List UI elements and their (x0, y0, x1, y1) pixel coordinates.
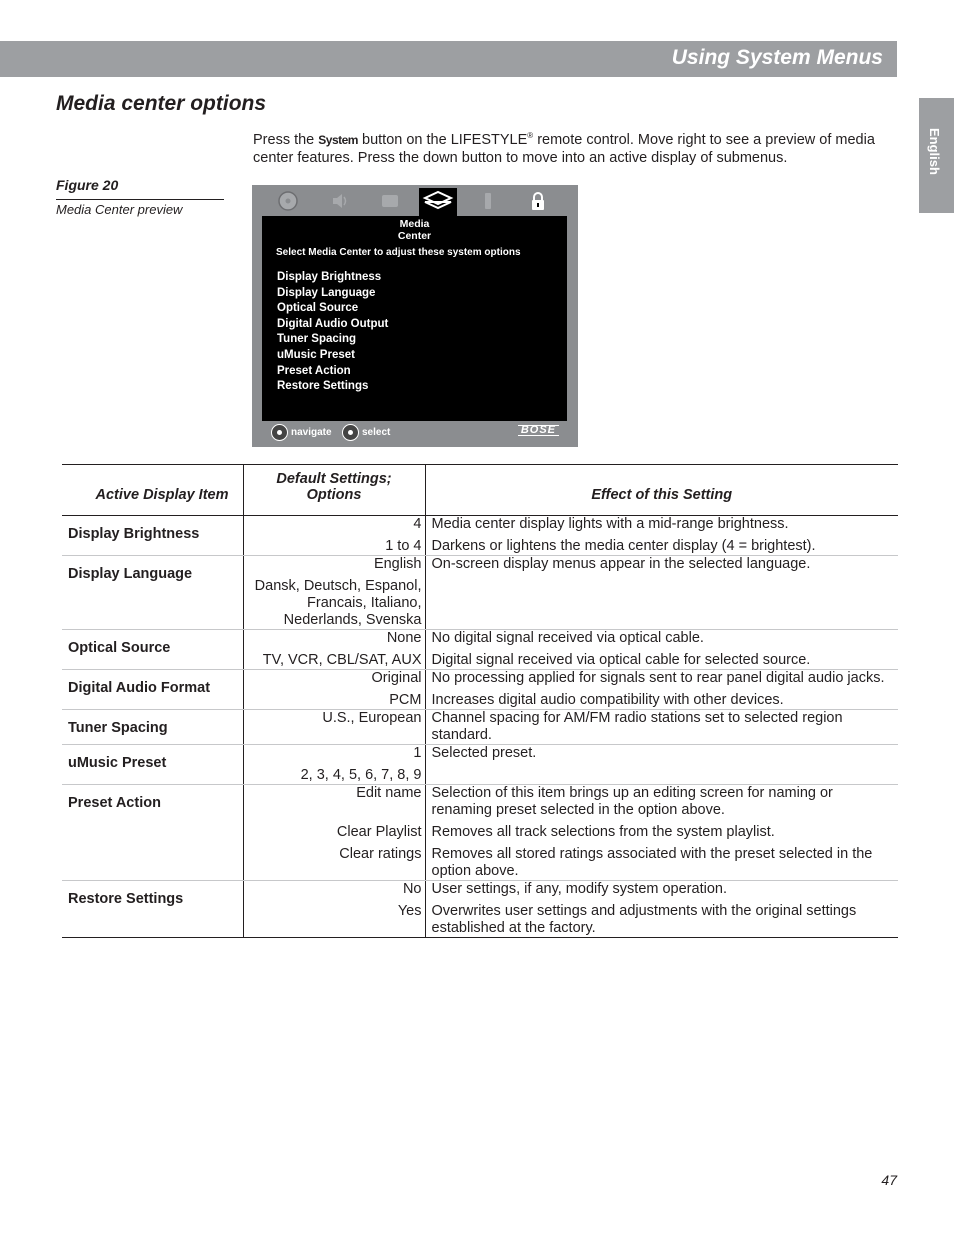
row-item-name: Optical Source (62, 630, 243, 670)
language-tab-label: English (927, 128, 942, 175)
media-center-icon (419, 188, 457, 216)
effect-text: Darkens or lightens the media center display (4 = brightest). (431, 538, 816, 554)
intro-text-3: remote control. Move right to see a preview of media center features. Press the down button to move into an active display of submenus. (253, 131, 875, 166)
effect-text: Selection of this item brings up an editing screen for naming or renaming preset selected in the option above. (431, 785, 833, 818)
speaker-icon (329, 190, 351, 212)
table-header-row (62, 465, 898, 516)
screen-footer (262, 421, 567, 442)
screen-option[interactable]: Optical Source (277, 302, 359, 315)
remote-icon (477, 190, 499, 212)
screen-option[interactable]: uMusic Preset (277, 348, 355, 361)
row-item-name: Tuner Spacing (62, 710, 243, 745)
row-options-cell (243, 556, 425, 630)
option-value: Clear Playlist (336, 824, 422, 840)
menu-icon-bar (252, 185, 578, 216)
section-title: Media center options (56, 92, 267, 115)
effect-text: Removes all track selections from the system playlist. (431, 824, 775, 840)
table-row (62, 556, 898, 630)
row-item-name: Restore Settings (62, 881, 243, 938)
table-row (62, 516, 898, 556)
effect-text: Media center display lights with a mid-range brightness. (431, 516, 789, 532)
intro-text-2: button on the LIFESTYLE (357, 131, 528, 148)
header-title: Using System Menus (671, 46, 883, 69)
figure-rule (56, 199, 224, 200)
header-default-settings: Default Settings; Options (243, 465, 425, 516)
effect-text (426, 767, 899, 784)
row-options-cell (243, 785, 425, 881)
effect-text: No digital signal received via optical cable. (431, 630, 704, 646)
row-effects-cell (425, 630, 898, 670)
effect-text: Overwrites user settings and adjustments with the original settings established at the factory. (431, 903, 857, 936)
option-value: Original (371, 670, 422, 686)
table-row (62, 710, 898, 745)
table-row (62, 785, 898, 881)
header-bar (0, 41, 897, 77)
option-value: Edit name (356, 785, 422, 801)
header-effect: Effect of this Setting (425, 465, 898, 516)
screen-option[interactable]: Digital Audio Output (277, 317, 389, 330)
row-options-cell (243, 516, 425, 556)
tv-icon (379, 190, 401, 212)
screen-heading-line1: Media (399, 218, 430, 230)
row-options-cell (243, 881, 425, 938)
effect-text: Increases digital audio compatibility with other devices. (431, 692, 784, 708)
header-active-display-item: Active Display Item (62, 465, 243, 516)
screen-option[interactable]: Restore Settings (277, 380, 369, 393)
effect-text: No processing applied for signals sent to rear panel digital audio jacks. (431, 670, 885, 686)
row-effects-cell (425, 710, 898, 745)
row-item-name: Digital Audio Format (62, 670, 243, 710)
page-number: 47 (881, 1172, 897, 1188)
row-item-name: Preset Action (62, 785, 243, 881)
option-value: None (386, 630, 422, 646)
effect-text: On-screen display menus appear in the selected language. (431, 556, 811, 572)
navigate-hint (271, 424, 332, 441)
row-item-name: Display Brightness (62, 516, 243, 556)
select-hint (342, 424, 390, 441)
effect-text: Digital signal received via optical cable for selected source. (431, 652, 811, 668)
select-pad-icon (342, 424, 359, 441)
table-body (62, 516, 898, 938)
disc-icon (277, 190, 299, 212)
table-row (62, 881, 898, 938)
navigate-label: navigate (291, 427, 332, 439)
screen-option[interactable]: Display Brightness (277, 271, 382, 283)
option-value: 2, 3, 4, 5, 6, 7, 8, 9 (300, 767, 422, 783)
option-value: Clear ratings (339, 846, 422, 862)
option-value: 1 (413, 745, 422, 761)
option-value: TV, VCR, CBL/SAT, AUX (262, 652, 422, 668)
table-row (62, 670, 898, 710)
row-effects-cell (425, 881, 898, 938)
option-value: 1 to 4 (385, 538, 422, 554)
option-value: PCM (389, 692, 422, 708)
option-value: Dansk, Deutsch, Espanol, Francais, Italiano, Nederlands, Svenska (254, 578, 422, 628)
screen-display (262, 216, 567, 421)
settings-table (62, 464, 898, 938)
row-effects-cell (425, 556, 898, 630)
row-effects-cell (425, 745, 898, 785)
media-center-screen (252, 185, 578, 447)
row-options-cell (243, 670, 425, 710)
row-effects-cell (425, 516, 898, 556)
option-value: No (402, 881, 422, 897)
lock-icon (527, 190, 549, 212)
effect-text (426, 578, 899, 629)
screen-prompt: Select Media Center to adjust these system options (276, 247, 521, 258)
effect-text: Removes all stored ratings associated with the preset selected in the option above. (431, 846, 873, 879)
effect-text: User settings, if any, modify system operation. (431, 881, 727, 897)
figure-caption: Media Center preview (56, 202, 183, 217)
option-value: U.S., European (322, 710, 422, 726)
effect-text: Selected preset. (431, 745, 537, 761)
row-item-name: Display Language (62, 556, 243, 630)
screen-heading-line2: Center (397, 230, 432, 242)
row-effects-cell (425, 785, 898, 881)
figure-label: Figure 20 (56, 177, 119, 193)
option-value: English (373, 556, 422, 572)
row-item-name: uMusic Preset (62, 745, 243, 785)
screen-options-list (277, 270, 388, 395)
language-tab (919, 98, 954, 213)
registered-mark: ® (527, 131, 534, 140)
row-effects-cell (425, 670, 898, 710)
system-button-label: System (318, 132, 358, 147)
intro-paragraph (253, 127, 888, 167)
intro-text-1: Press the (253, 131, 319, 148)
screen-option[interactable]: Tuner Spacing (277, 333, 357, 346)
effect-text: Channel spacing for AM/FM radio stations set to selected region standard. (431, 710, 843, 743)
option-value: 4 (413, 516, 422, 532)
option-value: Yes (397, 903, 422, 919)
navigate-pad-icon (271, 424, 288, 441)
table-row (62, 745, 898, 785)
row-options-cell (243, 745, 425, 785)
screen-option[interactable]: Preset Action (277, 364, 351, 377)
bose-logo: BOSE (518, 425, 559, 436)
screen-option[interactable]: Display Language (277, 286, 376, 299)
screen-heading (262, 218, 567, 242)
row-options-cell (243, 630, 425, 670)
row-options-cell (243, 710, 425, 745)
table-row (62, 630, 898, 670)
select-label: select (362, 427, 391, 439)
